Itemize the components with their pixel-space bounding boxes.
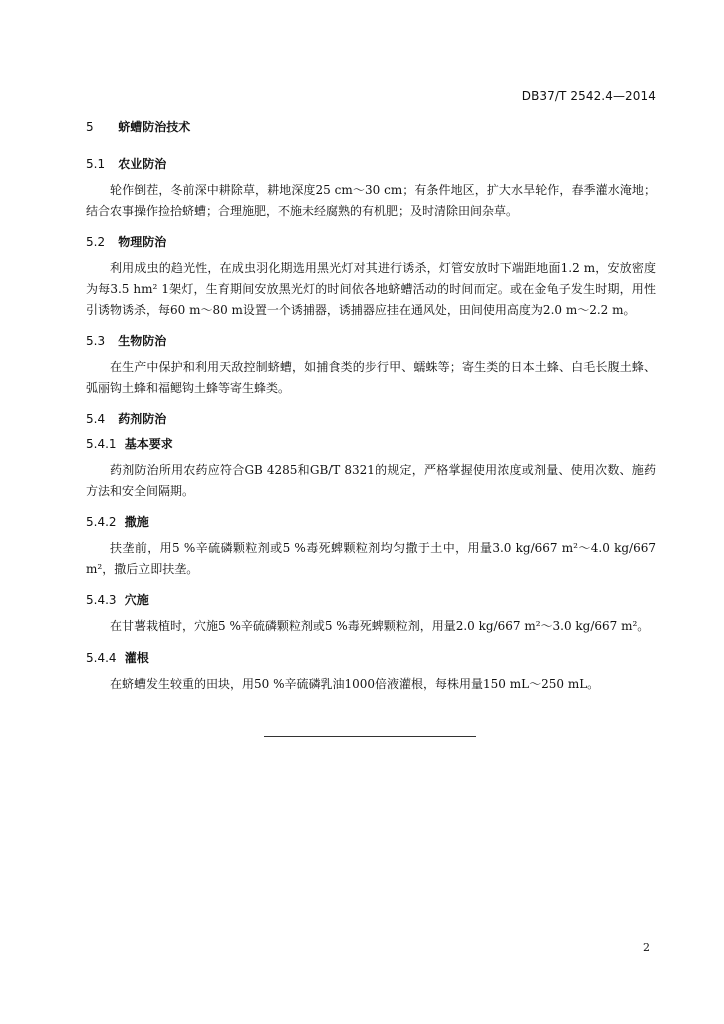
- section-5-4-2-number: 5.4.2: [86, 515, 117, 529]
- section-5-4-3-title: 穴施: [124, 593, 149, 607]
- section-5-2-number: 5.2: [86, 235, 106, 249]
- section-5-4-2-heading: [86, 513, 656, 531]
- document-body: [86, 118, 656, 707]
- section-5-4-4-number: 5.4.4: [86, 651, 117, 665]
- section-5-4-number: 5.4: [86, 412, 106, 426]
- section-5-4-heading: [86, 410, 656, 428]
- section-5-4-1-heading: [86, 435, 656, 453]
- section-5-4-4-title: 灌根: [124, 651, 149, 665]
- section-5-1-heading: [86, 155, 656, 173]
- document-code: DB37/T 2542.4—2014: [521, 89, 656, 103]
- section-5-3-title: 生物防治: [118, 334, 167, 348]
- section-5-4-title: 药剂防治: [118, 412, 167, 426]
- section-5-2-heading: [86, 233, 656, 251]
- section-5-4-1-paragraph: 药剂防治所用农药应符合GB 4285和GB/T 8321的规定，严格掌握使用浓度或剂量、使用次数、施药方法和安全间隔期。: [86, 463, 656, 498]
- section-5-3-number: 5.3: [86, 334, 106, 348]
- section-5-4-4-heading: [86, 649, 656, 667]
- section-5-1-number: 5.1: [86, 157, 106, 171]
- section-5-4-3-number: 5.4.3: [86, 593, 117, 607]
- end-divider-line: [264, 736, 476, 737]
- section-5-1-paragraph: 轮作倒茬，冬前深中耕除草，耕地深度25 cm～30 cm；有条件地区，扩大水旱轮作，春季灌水淹地；结合农事操作捡拾蛴螬；合理施肥，不施未经腐熟的有机肥；及时清除田间杂草。: [86, 183, 656, 218]
- page-number: 2: [643, 941, 650, 954]
- section-5-4-1-title: 基本要求: [124, 437, 173, 451]
- section-5-2-paragraph: 利用成虫的趋光性，在成虫羽化期选用黑光灯对其进行诱杀，灯管安放时下端距地面1.2 m，安放密度为每3.5 hm² 1架灯，生育期间安放黑光灯的时间依各地蛴螬活动的时间而定。或在金龟子发生时期，用性引诱物诱杀，每60 m～80 m设置一个诱捕器，诱捕器应挂在通风处，田间使用高度为2.0 m～2.2 m。: [86, 261, 656, 317]
- section-5-4-1-number: 5.4.1: [86, 437, 117, 451]
- section-5-1-title: 农业防治: [118, 157, 167, 171]
- section-5-3-paragraph: 在生产中保护和利用天敌控制蛴螬，如捕食类的步行甲、蠕蛛等；寄生类的日本土蜂、白毛长腹土蜂、弧丽钩土蜂和福鳃钩土蜂等寄生蜂类。: [86, 360, 656, 395]
- section-5-title: 蛴螬防治技术: [118, 120, 191, 134]
- section-5-4-3-paragraph: 在甘薯栽植时，穴施5 %辛硫磷颗粒剂或5 %毒死蜱颗粒剂，用量2.0 kg/667 m²～3.0 kg/667 m²。: [110, 619, 650, 633]
- section-5-4-3-heading: [86, 591, 656, 609]
- section-5-heading: [86, 118, 656, 136]
- section-5-4-4-paragraph: 在蛴螬发生较重的田块，用50 %辛硫磷乳油1000倍液灌根，每株用量150 mL～250 mL。: [110, 677, 600, 691]
- section-5-number: 5: [86, 120, 94, 134]
- section-5-4-2-title: 撒施: [124, 515, 149, 529]
- section-5-4-2-paragraph: 扶垄前，用5 %辛硫磷颗粒剂或5 %毒死蜱颗粒剂均匀撒于土中，用量3.0 kg/667 m²～4.0 kg/667 m²，撒后立即扶垄。: [86, 541, 656, 576]
- section-5-3-heading: [86, 332, 656, 350]
- section-5-2-title: 物理防治: [118, 235, 167, 249]
